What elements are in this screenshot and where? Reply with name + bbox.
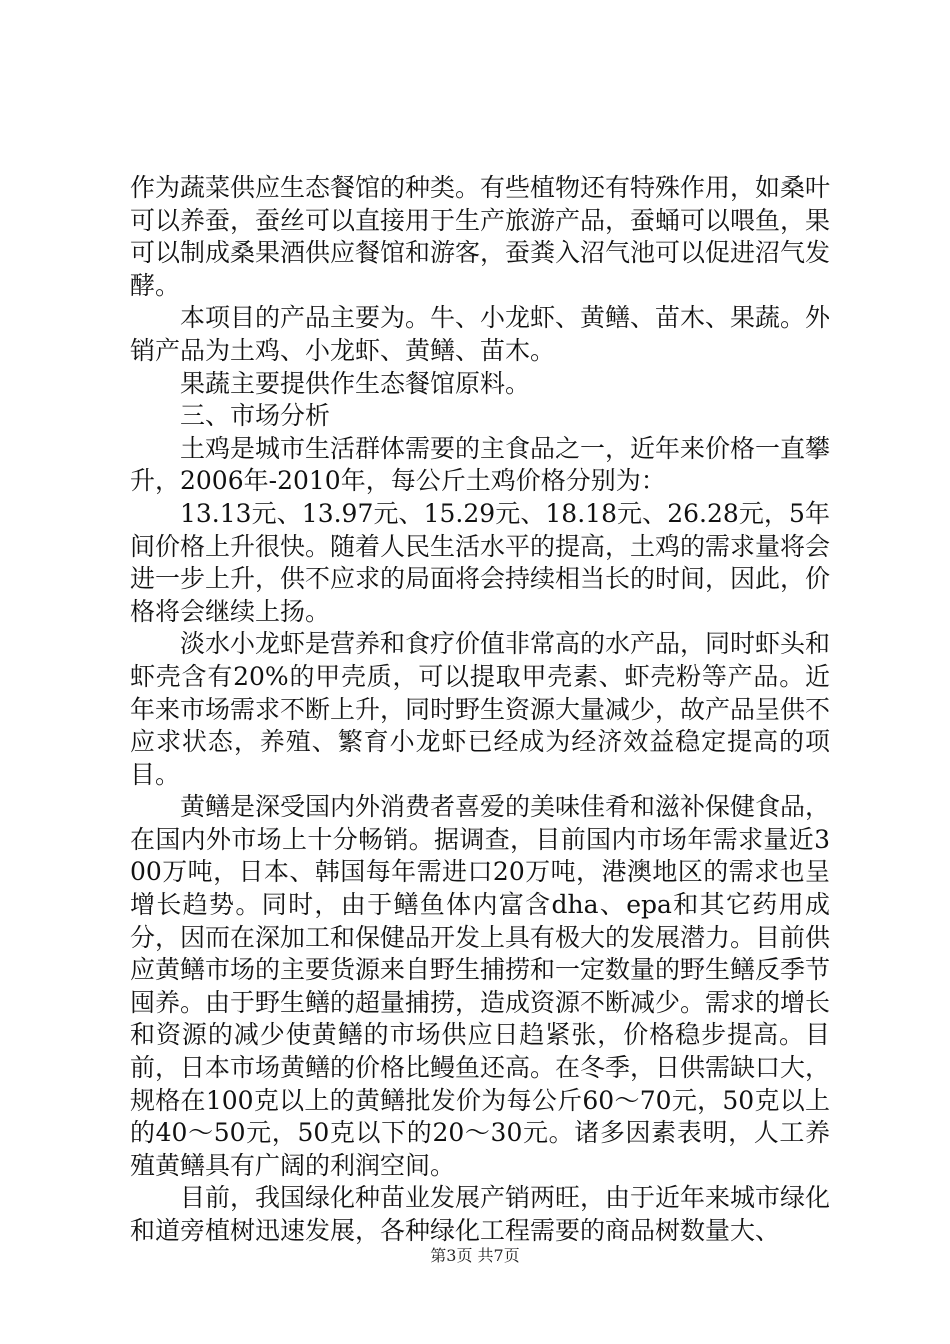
paragraph-crayfish: 淡水小龙虾是营养和食疗价值非常高的水产品，同时虾头和虾壳含有20%的甲壳质，可以提取甲壳素、虾壳粉等产品。近年来市场需求不断上升，同时野生资源大量减少，故产品呈供不应求状态，养殖、繁育小龙虾已经成为经济效益稳定提高的项目。 [130, 629, 831, 789]
body-text [130, 172, 830, 1248]
section-heading-market-analysis: 三、市场分析 [180, 401, 331, 431]
paragraph-seedlings: 目前，我国绿化种苗业发展产销两旺，由于近年来城市绿化和道旁植树迅速发展，各种绿化工程需要的商品树数量大、 [130, 1183, 831, 1245]
page-footer: 第3页 共7页 [430, 1246, 520, 1265]
paragraph-continuation: 作为蔬菜供应生态餐馆的种类。有些植物还有特殊作用，如桑叶可以养蚕，蚕丝可以直接用于生产旅游产品，蚕蛹可以喂鱼，果可以制成桑果酒供应餐馆和游客，蚕粪入沼气池可以促进沼气发酵。 [130, 173, 831, 300]
paragraph-eel: 黄鳝是深受国内外消费者喜爱的美味佳肴和滋补保健食品，在国内外市场上十分畅销。据调查，目前国内市场年需求量近300万吨，日本、韩国每年需进口20万吨，港澳地区的需求也呈增长趋势。同时，由于鳝鱼体内富含dha、epa和其它药用成分，因而在深加工和保健品开发上具有极大的发展潜力。目前供应黄鳝市场的主要货源来自野生捕捞和一定数量的野生鳝反季节囤养。由于野生鳝的超量捕捞，造成资源不断减少。需求的增长和资源的减少使黄鳝的市场供应日趋紧张，价格稳步提高。目前，日本市场黄鳝的价格比鳗鱼还高。在冬季，日供需缺口大，规格在100克以上的黄鳝批发价为每公斤60～70元，50克以上的40～50元，50克以下的20～30元。诸多因素表明，人工养殖黄鳝具有广阔的利润空间。 [130, 792, 831, 1180]
paragraph-fruit-veg: 果蔬主要提供作生态餐馆原料。 [180, 368, 531, 398]
paragraph-chicken: 土鸡是城市生活群体需要的主食品之一，近年来价格一直攀升，2006年-2010年，每公斤土鸡价格分别为： [130, 433, 831, 496]
paragraph-chicken-prices: 13.13元、13.97元、15.29元、18.18元、26.28元，5年间价格上升很快。随着人民生活水平的提高，土鸡的需求量将会进一步上升，供不应求的局面将会持续相当长的时间，因此，价格将会继续上扬。 [130, 498, 831, 626]
paragraph-products: 本项目的产品主要为。牛、小龙虾、黄鳝、苗木、果蔬。外销产品为土鸡、小龙虾、黄鳝、苗木。 [130, 303, 831, 365]
